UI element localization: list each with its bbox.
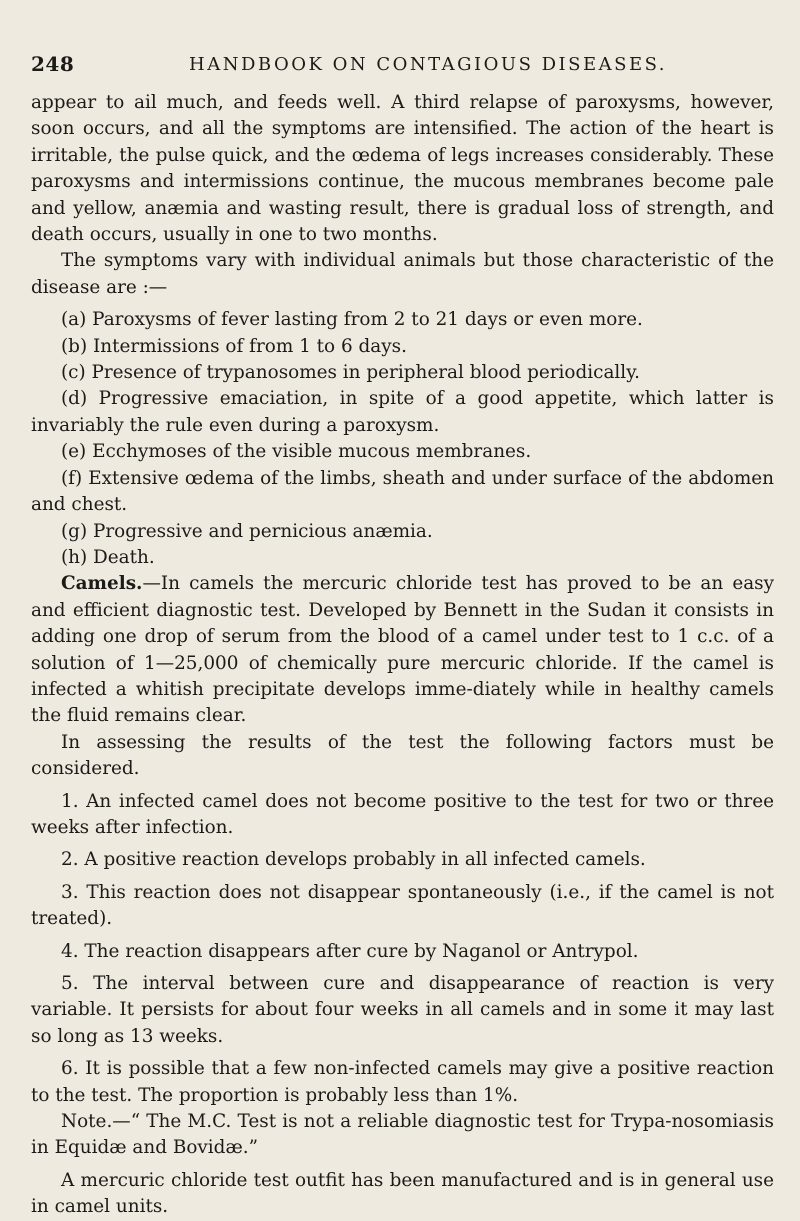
numbered-item-3: 3. This reaction does not disappear spontaneously (i.e., if the camel is not treated). (31, 881, 774, 930)
list-item-d: (d) Progressive emaciation, in spite of a good appetite, which latter is invariably the rule even during a paroxysm. (31, 388, 774, 436)
list-item-g: (g) Progressive and pernicious anæmia. (61, 520, 433, 542)
list-item-e: (e) Ecchymoses of the visible mucous membranes. (61, 441, 532, 463)
paragraph-assessing: In assessing the results of the test the following factors must be considered. (31, 731, 774, 780)
numbered-item-1: 1. An infected camel does not become positive to the test for two or three weeks after infection. (31, 790, 774, 838)
list-item-c: (c) Presence of trypanosomes in peripheral blood periodically. (61, 362, 640, 384)
list-item-h: (h) Death. (61, 546, 155, 568)
numbered-item-6: 6. It is possible that a few non-infected camels may give a positive reaction to the test. The proportion is probably less than 1%. (31, 1058, 774, 1106)
page-number: 248 (31, 52, 75, 76)
paragraph-note (31, 1109, 774, 1162)
page-body (31, 90, 774, 1221)
list-item-f: (f) Extensive œdema of the limbs, sheath and under surface of the abdomen and chest. (31, 467, 774, 516)
page-header (31, 52, 774, 78)
paragraph-camels (31, 571, 774, 729)
numbered-item-2: 2. A positive reaction develops probably in all infected camels. (61, 849, 646, 871)
paragraph-camels-text: —In camels the mercuric chloride test has proved to be an easy and efficient diagnostic test. Developed by Bennett in the Sudan it consists in adding one drop of serum from the blood of a camel under test to 1 c.c. of a solution of 1—25,000 of chemically pure mercuric chloride. If the camel is infected a whitish precipitate develops imme-diately while in healthy camels the fluid remains clear. (31, 573, 774, 727)
paragraph-outfit: A mercuric chloride test outfit has been manufactured and is in general use in camel units. (31, 1169, 774, 1218)
numbered-item-5: 5. The interval between cure and disappearance of reaction is very variable. It persists for about four weeks in all camels and in some it may last so long as 13 weeks. (31, 973, 774, 1047)
note-lead: Note. (61, 1111, 113, 1133)
list-item-a: (a) Paroxysms of fever lasting from 2 to 21 days or even more. (61, 309, 643, 331)
numbered-item-4: 4. The reaction disappears after cure by Naganol or Antrypol. (61, 940, 639, 962)
paragraph-symptoms-intro: The symptoms vary with individual animals but those characteristic of the disease are :— (31, 250, 774, 298)
list-item-b: (b) Intermissions of from 1 to 6 days. (61, 335, 407, 357)
note-text: —“ The M.C. Test is not a reliable diagnostic test for Trypa-nosomiasis in Equidæ and Bovidæ.” (31, 1111, 774, 1159)
section-lead-camels: Camels. (61, 573, 143, 595)
running-head: HANDBOOK ON CONTAGIOUS DISEASES. (189, 54, 668, 75)
paragraph-continuation: appear to ail much, and feeds well. A third relapse of paroxysms, however, soon occurs, and all the symptoms are intensified. The action of the heart is irritable, the pulse quick, and the œdema of legs increases considerably. These paroxysms and intermissions continue, the mucous membranes become pale and yellow, anæmia and wasting result, there is gradual loss of strength, and death occurs, usually in one to two months. (31, 92, 774, 246)
